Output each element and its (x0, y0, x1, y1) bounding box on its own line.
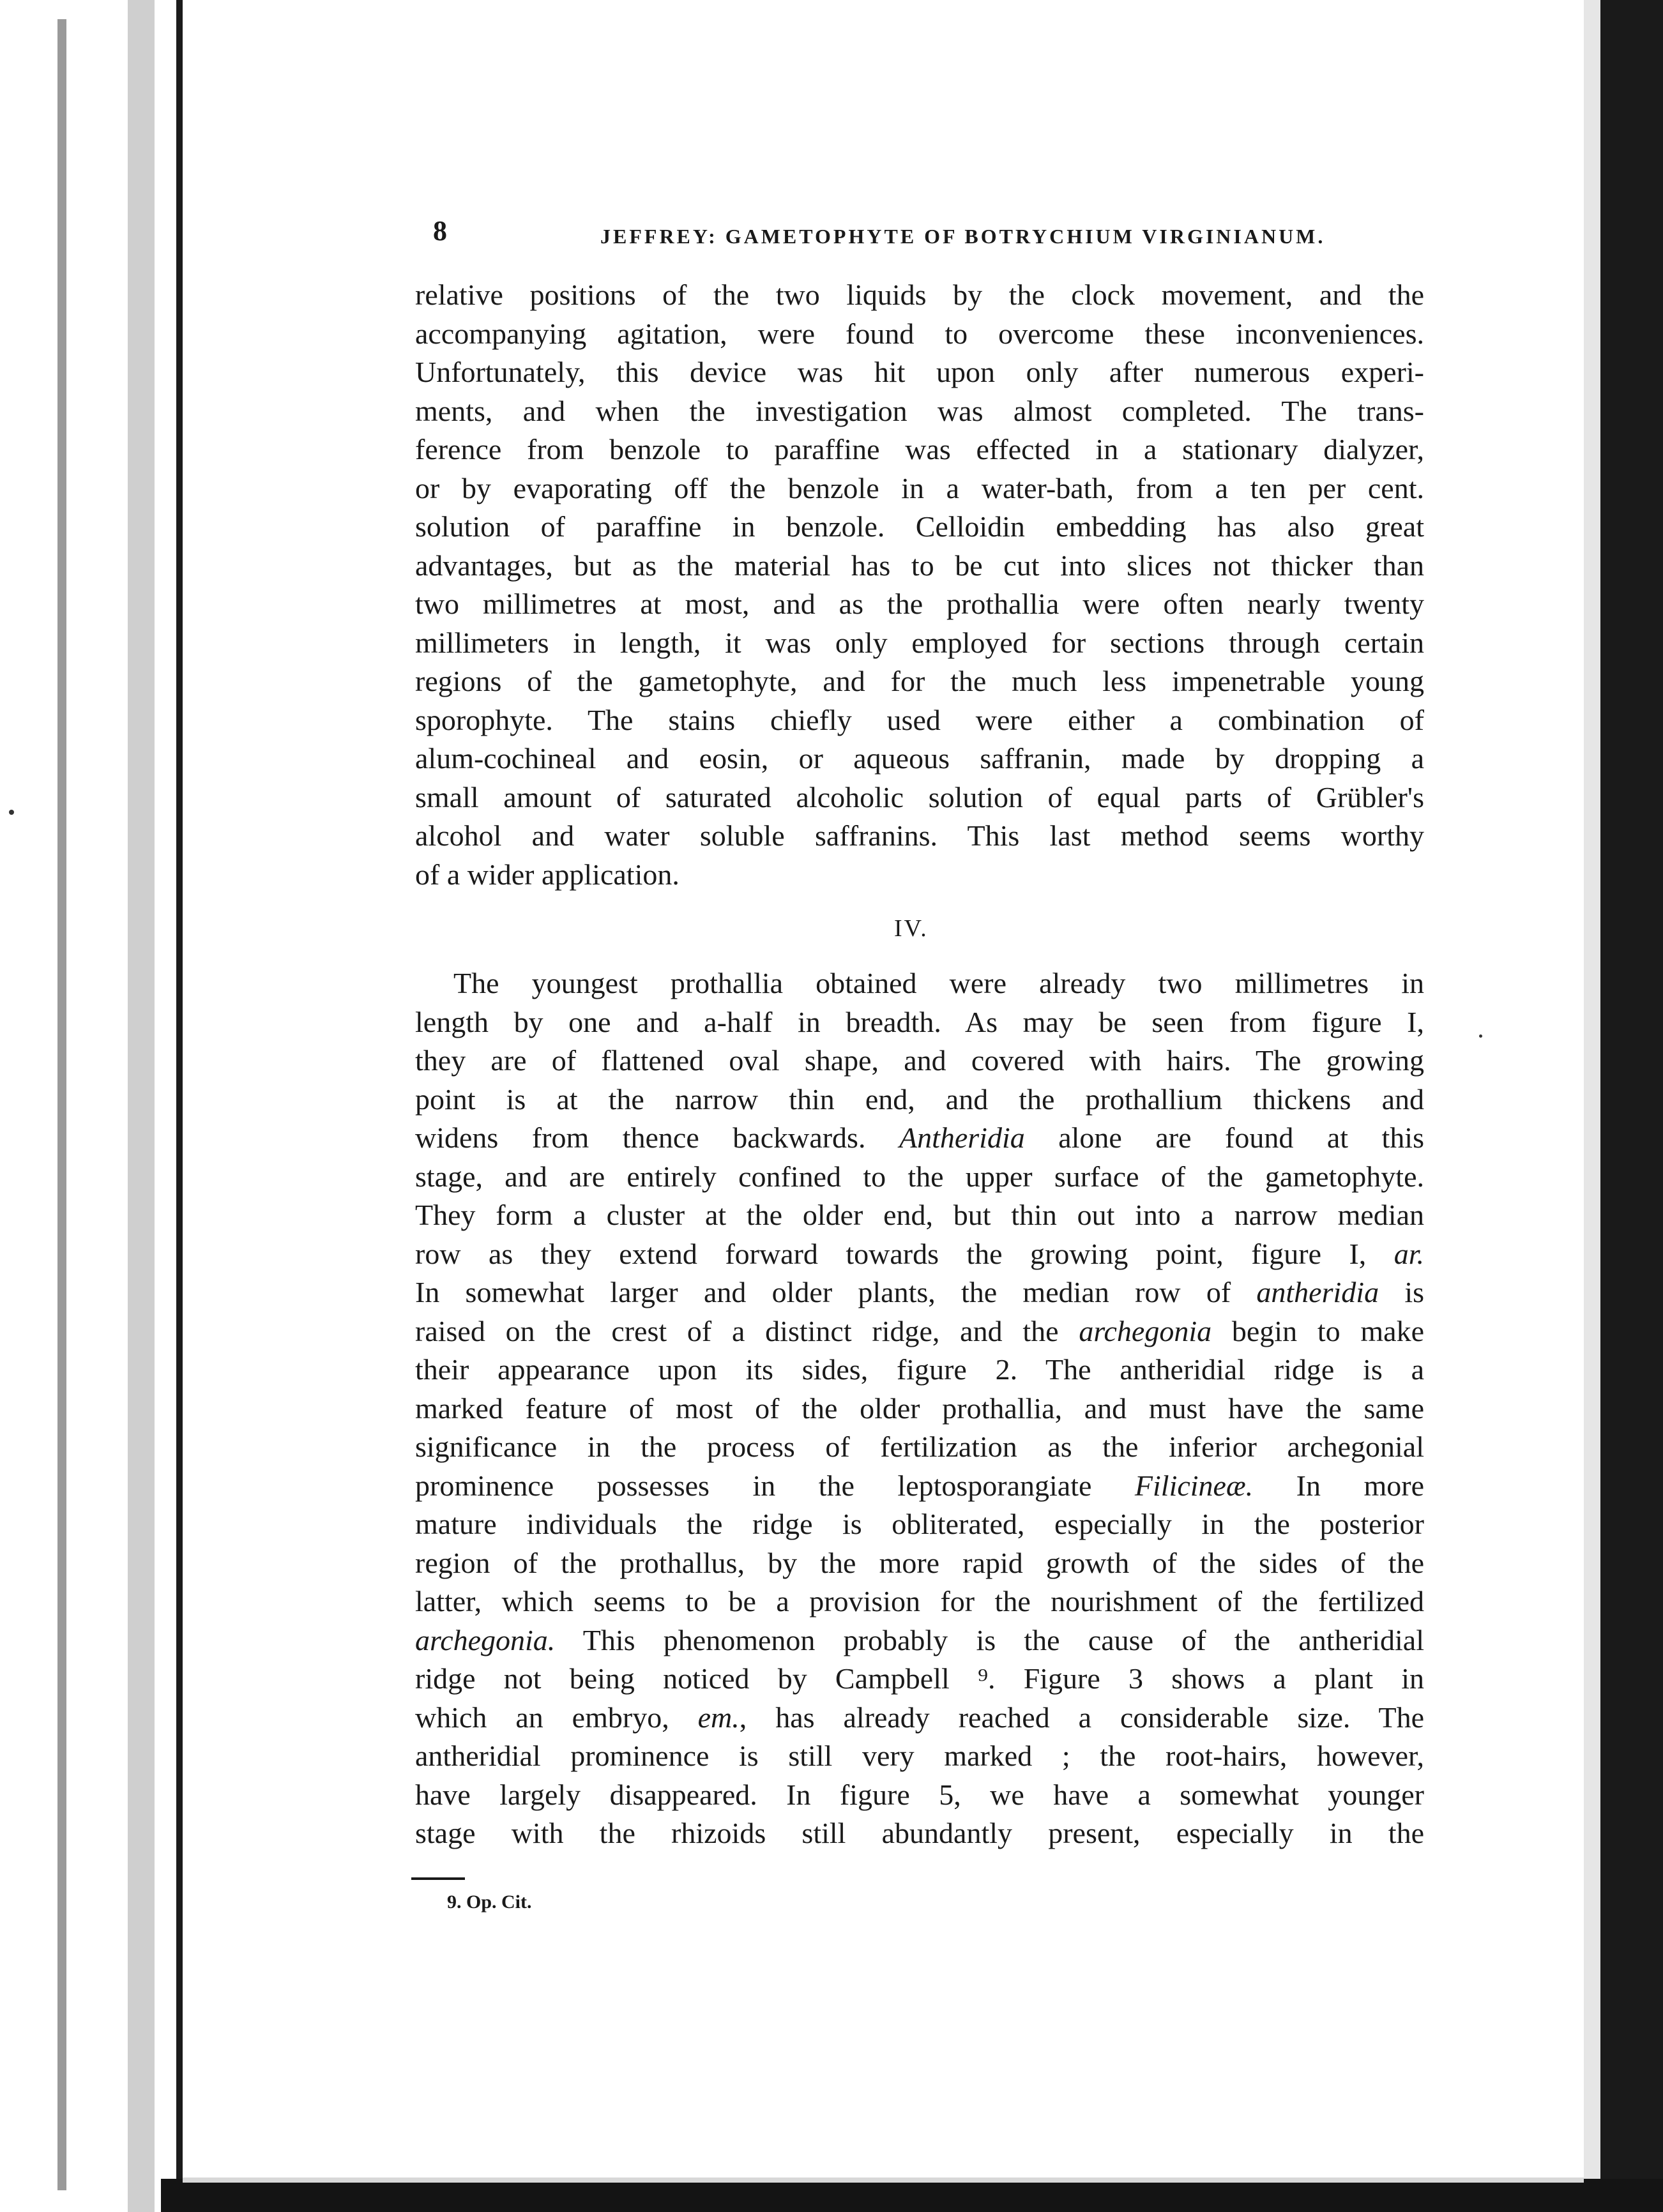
text-span: which an embryo, (415, 1701, 698, 1734)
text-line: two millimetres at most, and as the prothallia were often nearly twenty (415, 587, 1424, 620)
text-line: sporophyte. The stains chiefly used were either a combination of (415, 703, 1424, 736)
scan-edge-bottom-light (183, 2178, 1584, 2183)
text-line: or by evaporating off the benzole in a water-bath, from a ten per cent. (415, 471, 1424, 504)
text-span: prominence possesses in the leptosporangiate (415, 1469, 1135, 1502)
paragraph-2 (415, 964, 1424, 1853)
text-line: length by one and a-half in breadth. As may be seen from figure I, (415, 1005, 1424, 1038)
footnote-rule (411, 1877, 465, 1880)
scan-edge-left-outer (57, 19, 66, 2190)
text-line (415, 1273, 1424, 1312)
scan-speck (9, 810, 14, 815)
text-line (415, 1235, 1424, 1274)
running-head: JEFFREY: GAMETOPHYTE OF BOTRYCHIUM VIRGINIANUM. (600, 225, 1326, 248)
scan-edge-right-light (1584, 0, 1600, 2212)
text-line: significance in the process of fertilization as the inferior archegonial (415, 1430, 1424, 1463)
italic-term: Antheridia (899, 1121, 1025, 1154)
text-line: They form a cluster at the older end, but thin out into a narrow median (415, 1199, 1424, 1231)
text-span: , has already reached a considerable size. The (739, 1701, 1424, 1734)
text-line: stage, and are entirely confined to the upper surface of the gametophyte. (415, 1160, 1424, 1193)
text-line (415, 1119, 1424, 1158)
text-line: their appearance upon its sides, figure 2. The antheridial ridge is a (415, 1353, 1424, 1386)
text-line (415, 1699, 1424, 1738)
scan-edge-left-line (176, 0, 183, 2212)
text-line: relative positions of the two liquids by the clock movement, and the (415, 278, 1424, 311)
text-line: ridge not being noticed by Campbell ⁹. Figure 3 shows a plant in (415, 1662, 1424, 1695)
text-span: alone are found at this (1024, 1121, 1424, 1154)
text-line: accompanying agitation, were found to overcome these inconveniences. (415, 317, 1424, 350)
text-line: millimeters in length, it was only employed for sections through certain (415, 626, 1424, 659)
page-number: 8 (433, 215, 447, 246)
text-line: advantages, but as the material has to be cut into slices not thicker than (415, 549, 1424, 582)
section-heading: IV. (894, 915, 929, 942)
text-span: In somewhat larger and older plants, the median row of (415, 1276, 1257, 1308)
italic-term: Filicineæ. (1134, 1469, 1254, 1502)
scan-edge-left-inner (128, 0, 155, 2212)
text-line: alum-cochineal and eosin, or aqueous saffranin, made by dropping a (415, 742, 1424, 775)
text-line: region of the prothallus, by the more rapid growth of the sides of the (415, 1546, 1424, 1579)
italic-term: antheridia (1256, 1276, 1379, 1308)
text-line (415, 1312, 1424, 1351)
scan-speck (1479, 1034, 1482, 1038)
text-span: In more (1253, 1469, 1424, 1502)
text-line: of a wider application. (415, 858, 680, 891)
text-line: regions of the gametophyte, and for the much less impenetrable young (415, 665, 1424, 697)
footnote: 9. Op. Cit. (447, 1891, 532, 1913)
text-line: antheridial prominence is still very marked ; the root-hairs, however, (415, 1739, 1424, 1772)
text-line (415, 1467, 1424, 1506)
text-line: point is at the narrow thin end, and the prothallium thickens and (415, 1082, 1424, 1116)
text-span: raised on the crest of a distinct ridge, and the (415, 1314, 1079, 1347)
text-line: The youngest prothallia obtained were already two millimetres in (453, 967, 1424, 999)
text-span: This phenomenon probably is the cause of the antheridial (555, 1623, 1424, 1656)
italic-term: archegonia (1079, 1314, 1212, 1347)
text-span: widens from thence backwards. (415, 1121, 899, 1154)
text-span: row as they extend forward towards the growing point, figure I, (415, 1237, 1394, 1270)
text-line: latter, which seems to be a provision for the nourishment of the fertilized (415, 1585, 1424, 1617)
italic-term: ar. (1393, 1237, 1424, 1270)
text-line: stage with the rhizoids still abundantly present, especially in the (415, 1817, 1424, 1849)
text-span: begin to make (1211, 1314, 1425, 1347)
text-line: marked feature of most of the older prothallia, and must have the same (415, 1391, 1424, 1425)
scan-edge-bottom (161, 2179, 1663, 2212)
italic-term: em. (697, 1701, 740, 1734)
text-line: mature individuals the ridge is obliterated, especially in the posterior (415, 1508, 1424, 1540)
italic-term: archegonia. (415, 1623, 556, 1656)
text-line: they are of flattened oval shape, and covered with hairs. The growing (415, 1044, 1424, 1077)
text-line: Unfortunately, this device was hit upon only after numerous experi- (415, 356, 1424, 388)
text-line: solution of paraffine in benzole. Celloidin embedding has also great (415, 510, 1424, 543)
text-line: ference from benzole to paraffine was effected in a stationary dialyzer, (415, 433, 1424, 466)
text-line: small amount of saturated alcoholic solution of equal parts of Grübler's (415, 780, 1424, 814)
text-span: is (1379, 1276, 1424, 1308)
paragraph-1 (415, 276, 1424, 894)
text-line: alcohol and water soluble saffranins. This last method seems worthy (415, 819, 1424, 852)
text-line: ments, and when the investigation was almost completed. The trans- (415, 394, 1424, 427)
text-line: have largely disappeared. In figure 5, we have a somewhat younger (415, 1778, 1424, 1811)
text-line (415, 1621, 1424, 1660)
